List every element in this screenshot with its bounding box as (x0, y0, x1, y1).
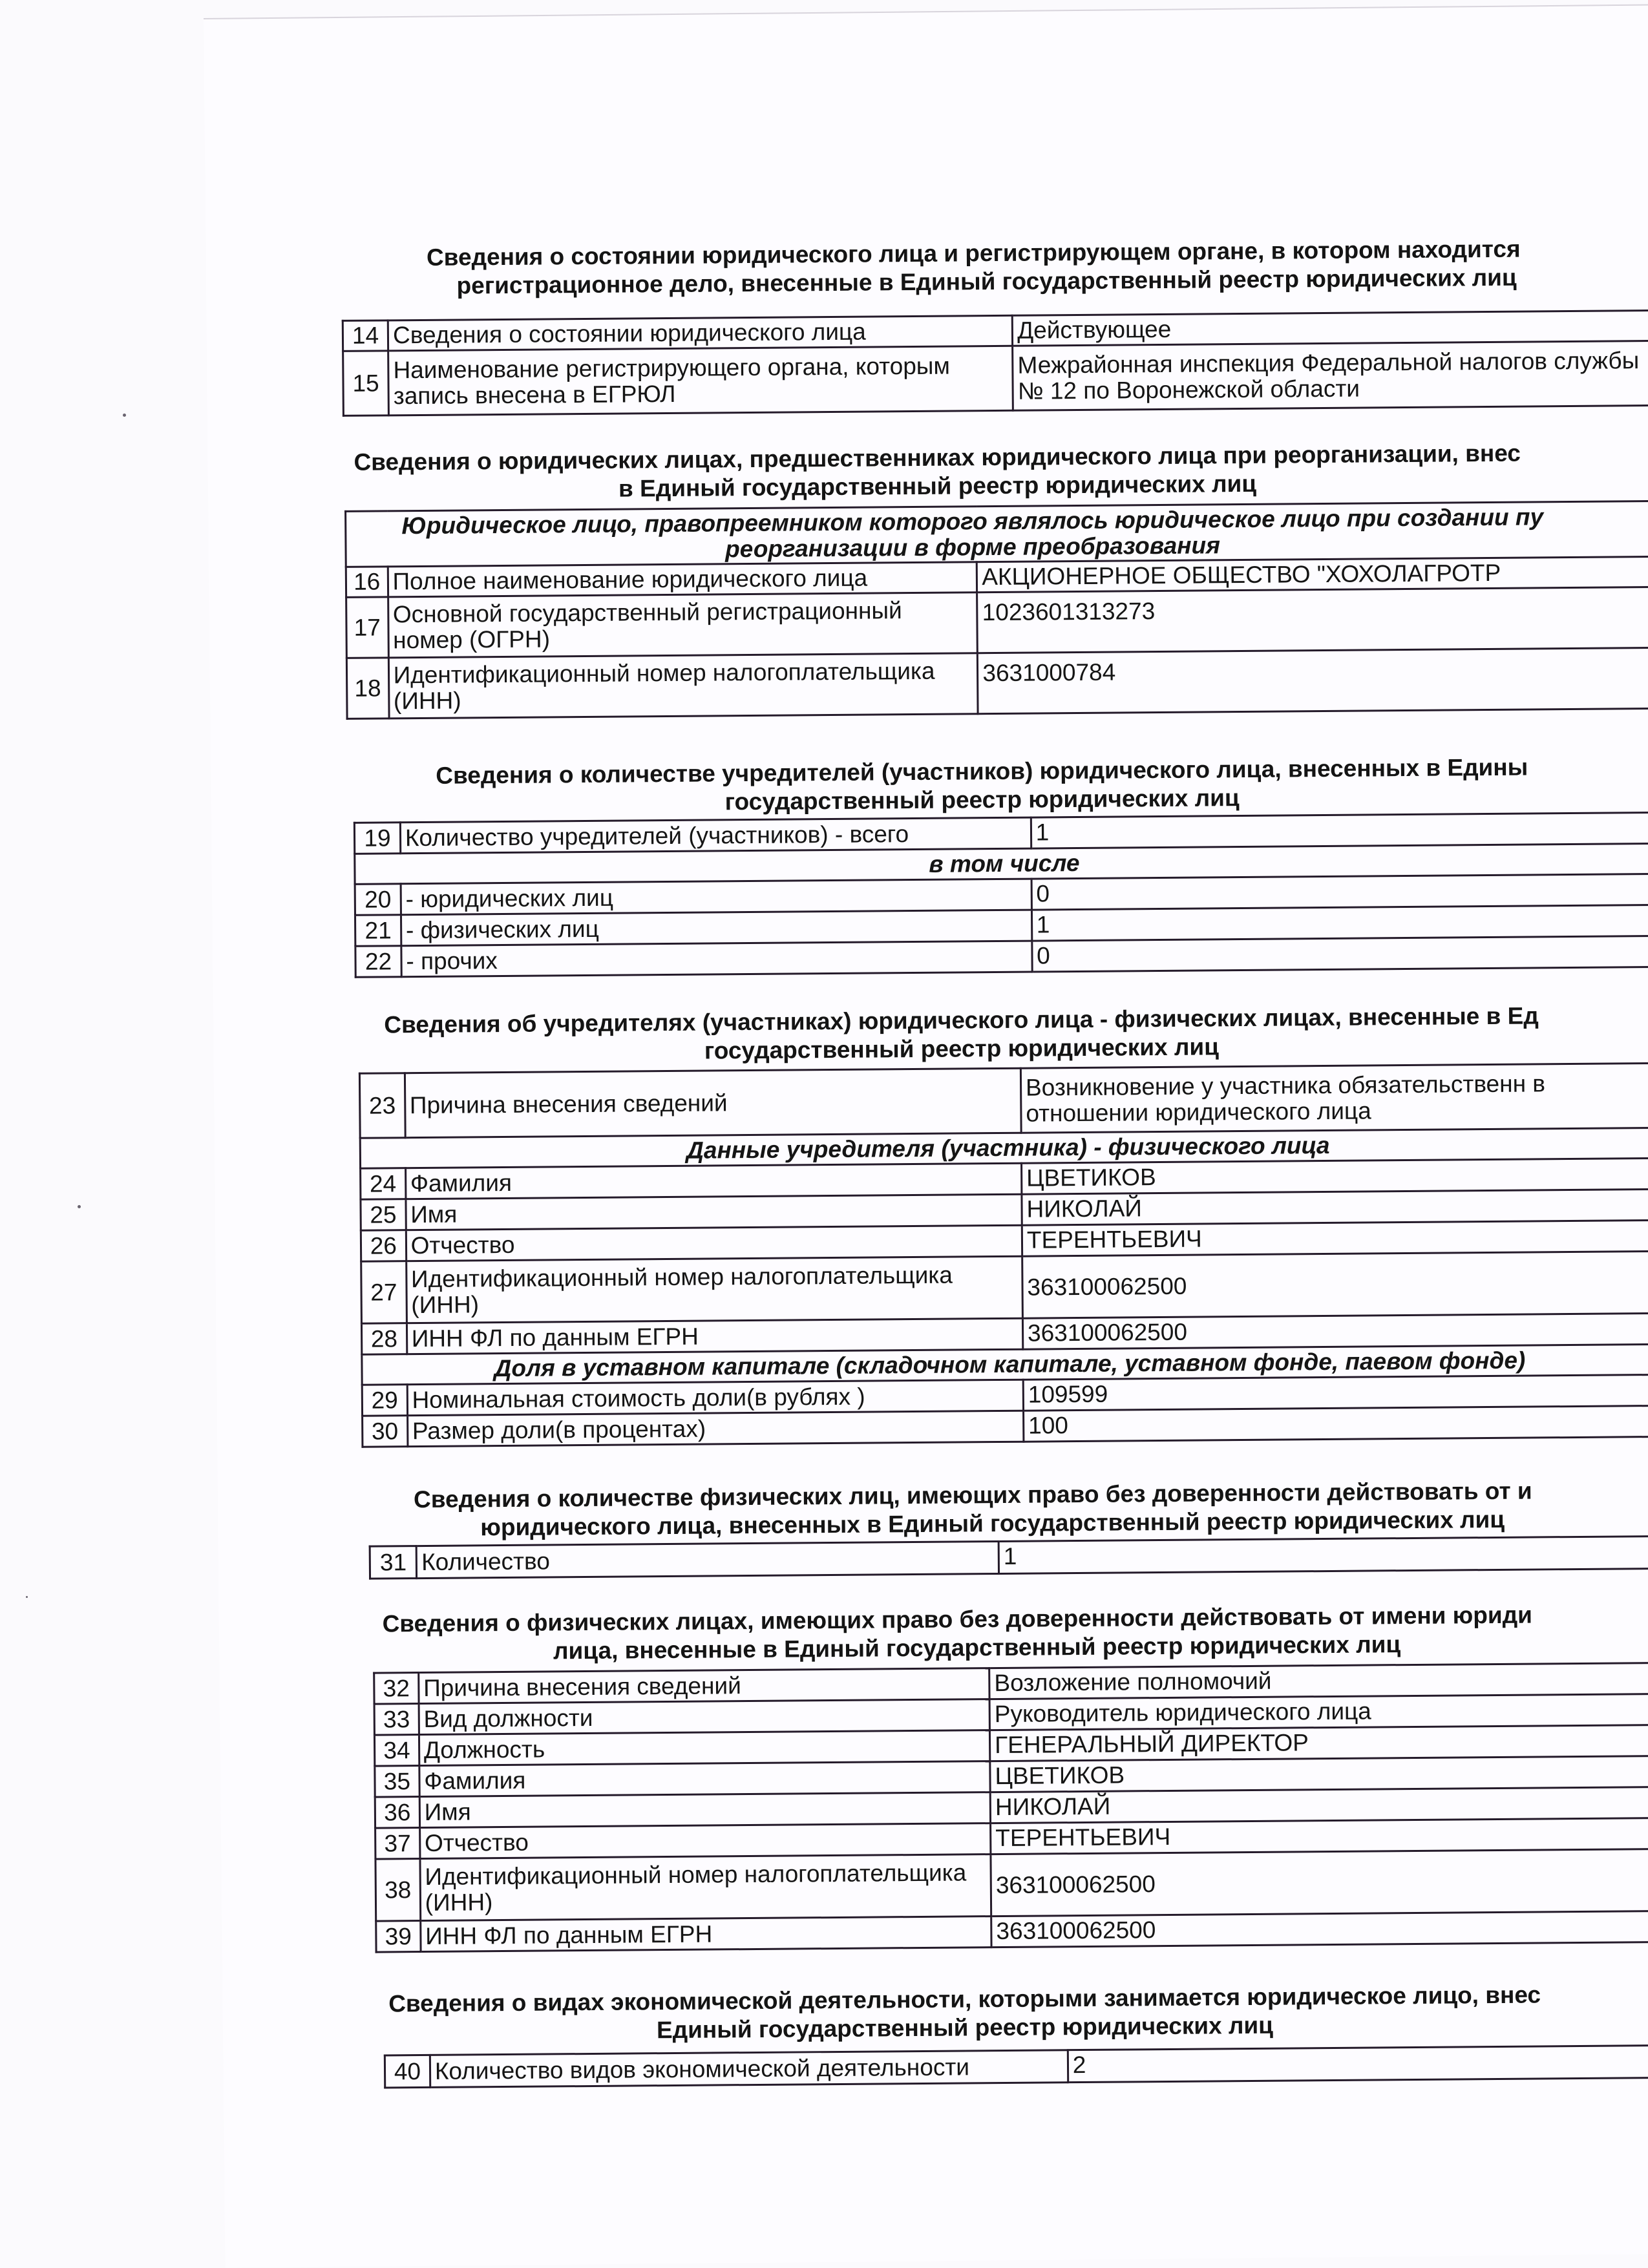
table-subheader: в том числе (355, 844, 1648, 885)
row-label: Количество (416, 1542, 998, 1579)
row-label: Сведения о состоянии юридического лица (388, 315, 1012, 351)
table-row (346, 587, 1648, 658)
row-value: 1 (1031, 905, 1648, 941)
row-number: 34 (374, 1735, 419, 1767)
table-authorized-persons (373, 1662, 1648, 1953)
row-value: 0 (1031, 936, 1648, 972)
row-label: Отчество (419, 1823, 991, 1859)
row-label: Номинальная стоимость доли(в рублях ) (407, 1380, 1024, 1415)
row-value: 363100062500 (1022, 1314, 1648, 1350)
row-label: ИНН ФЛ по данным ЕГРН (420, 1916, 991, 1952)
scan-speck (123, 414, 126, 417)
table-authorized-count (369, 1535, 1648, 1580)
table-row (359, 1064, 1648, 1139)
section-title-line: Единый государственный реестр юридических лиц (656, 2011, 1274, 2044)
table-status (342, 310, 1648, 417)
row-number: 20 (355, 884, 401, 916)
row-label: Идентификационный номер налогоплательщика (ИНН) (420, 1854, 991, 1921)
row-value: 1 (1031, 813, 1648, 849)
row-label: - юридических лиц (401, 879, 1031, 915)
row-number: 30 (363, 1416, 408, 1447)
row-value: 1023601313273 (977, 587, 1648, 653)
table-predecessors (344, 500, 1648, 720)
row-number: 18 (346, 658, 388, 719)
row-number: 24 (361, 1168, 406, 1200)
section-title-line: Сведения об учредителях (участниках) юридического лица - физических лицах, внесенные в Ед (384, 1002, 1539, 1038)
section-title-line: Сведения о количестве физических лиц, имеющих право без доверенности действовать от и (413, 1477, 1532, 1513)
row-number: 26 (361, 1230, 406, 1262)
row-number: 16 (346, 567, 388, 598)
row-label: ИНН ФЛ по данным ЕГРН (407, 1318, 1023, 1354)
table-subheader: Доля в уставном капитале (складочном капитале, уставном фонде, паевом фонде) (362, 1345, 1648, 1385)
row-label: Основной государственный регистрационный номер (ОГРН) (388, 593, 978, 658)
row-number: 25 (361, 1199, 406, 1231)
table-subheader-row (346, 501, 1648, 567)
row-label: Должность (419, 1730, 990, 1766)
row-number: 39 (376, 1921, 421, 1953)
row-label: Причина внесения сведений (418, 1668, 989, 1704)
row-value: 1 (998, 1536, 1648, 1573)
row-number: 40 (385, 2055, 430, 2088)
section-title-line: Сведения о видах экономической деятельности, которыми занимается юридическое лицо, внес (388, 1981, 1541, 2017)
table-row (361, 1252, 1648, 1324)
row-number: 28 (361, 1323, 407, 1355)
row-value: ТЕРЕНТЬЕВИЧ (1022, 1221, 1648, 1257)
table-row (343, 341, 1648, 416)
row-number: 38 (375, 1859, 420, 1922)
row-label: Причина внесения сведений (405, 1068, 1021, 1137)
row-number: 32 (374, 1673, 419, 1705)
row-value: Возникновение у участника обязательственн в отношении юридического лица (1020, 1064, 1648, 1133)
row-value: Возложение полномочий (989, 1663, 1648, 1699)
row-label: Вид должности (419, 1699, 990, 1735)
row-number: 36 (375, 1797, 419, 1829)
section-title-authorized-count (414, 1477, 1532, 1543)
row-value: ГЕНЕРАЛЬНЫЙ ДИРЕКТОР (989, 1725, 1648, 1761)
section-title-status (427, 235, 1521, 300)
table-economic-activities (384, 2044, 1648, 2089)
row-label: Отчество (406, 1225, 1022, 1261)
row-label: Наименование регистрирующего органа, которым запись внесена в ЕГРЮЛ (388, 346, 1013, 415)
section-title-line: государственный реестр юридических лиц (724, 784, 1240, 815)
row-label: - физических лиц (401, 910, 1031, 946)
row-value: 363100062500 (1022, 1252, 1648, 1319)
row-number: 19 (354, 823, 400, 854)
row-number: 17 (346, 597, 388, 658)
scan-speck (26, 1596, 28, 1598)
row-label: Размер доли(в процентах) (407, 1411, 1024, 1446)
row-value: НИКОЛАЙ (1022, 1190, 1648, 1226)
section-title-line: Сведения о юридических лицах, предшественниках юридического лица при реорганизации, внес (354, 439, 1521, 476)
row-number: 23 (359, 1073, 405, 1139)
row-value: 100 (1023, 1406, 1648, 1442)
table-row (370, 1536, 1648, 1579)
row-value: Действующее (1012, 311, 1648, 346)
row-value: ТЕРЕНТЬЕВИЧ (991, 1818, 1648, 1854)
section-title-line: в Единый государственный реестр юридических лиц (618, 470, 1257, 502)
section-title-founders-individuals (384, 1002, 1539, 1067)
table-founders-count (354, 812, 1648, 978)
row-value: Межрайонная инспекция Федеральной налогов службы № 12 по Воронежской области (1013, 341, 1648, 411)
row-number: 21 (355, 915, 401, 947)
row-number: 29 (362, 1385, 407, 1416)
table-subheader: Юридическое лицо, правопреемником которого являлось юридическое лицо при создании пу реорганизации в форме преобразования (346, 501, 1648, 567)
row-label: Имя (419, 1792, 991, 1828)
table-subheader: Данные учредителя (участника) - физического лица (360, 1128, 1648, 1169)
row-number: 22 (355, 946, 401, 978)
row-number: 31 (370, 1546, 417, 1579)
row-number: 37 (375, 1828, 420, 1860)
row-value: ЦВЕТИКОВ (1021, 1159, 1648, 1195)
section-title-line: юридического лица, внесенных в Единый государственный реестр юридических лиц (480, 1506, 1505, 1541)
row-label: - прочих (401, 941, 1032, 977)
row-value: 2 (1068, 2045, 1648, 2082)
row-value: АКЦИОНЕРНОЕ ОБЩЕСТВО "ХОХОЛАГРОТР (977, 557, 1648, 593)
row-number: 33 (374, 1704, 419, 1736)
row-label: Полное наименование юридического лица (388, 562, 977, 597)
row-value: 363100062500 (991, 1849, 1648, 1916)
section-title-line: лица, внесенные в Единый государственный реестр юридических лиц (553, 1631, 1401, 1664)
section-title-line: государственный реестр юридических лиц (704, 1033, 1220, 1064)
section-title-founders-count (436, 753, 1528, 819)
row-number: 14 (343, 320, 388, 352)
section-title-line: Сведения о состоянии юридического лица и регистрирующем органе, в котором находится (426, 235, 1521, 271)
row-number: 27 (361, 1261, 407, 1324)
row-value: НИКОЛАЙ (990, 1787, 1648, 1823)
table-row (375, 1849, 1648, 1921)
row-value: 363100062500 (991, 1911, 1648, 1947)
table-row (385, 2045, 1648, 2088)
row-value: 0 (1031, 874, 1648, 910)
row-value: 3631000784 (978, 648, 1648, 714)
section-title-line: Сведения о физических лицах, имеющих право без доверенности действовать от имени юриди (382, 1601, 1533, 1637)
row-number: 35 (375, 1766, 419, 1798)
row-label: Идентификационный номер налогоплательщика (ИНН) (388, 653, 978, 719)
row-label: Идентификационный номер налогоплательщика (ИНН) (406, 1256, 1022, 1323)
section-title-line: регистрационное дело, внесенные в Единый государственный реестр юридических лиц (456, 264, 1517, 299)
row-label: Фамилия (405, 1163, 1022, 1199)
section-title-line: Сведения о количестве учредителей (участников) юридического лица, внесенных в Едины (436, 753, 1528, 789)
row-value: Руководитель юридического лица (989, 1694, 1648, 1730)
row-label: Количество учредителей (участников) - всего (400, 817, 1031, 854)
row-value: 109599 (1023, 1375, 1648, 1411)
section-title-predecessors (354, 439, 1521, 505)
row-label: Количество видов экономической деятельности (430, 2050, 1068, 2088)
section-title-economic-activities (388, 1980, 1541, 2046)
row-label: Имя (406, 1194, 1022, 1230)
row-number: 15 (343, 351, 389, 416)
scan-speck (78, 1205, 81, 1208)
section-title-authorized-persons (382, 1601, 1532, 1667)
row-value: ЦВЕТИКОВ (990, 1756, 1648, 1792)
table-row (346, 648, 1648, 719)
row-label: Фамилия (419, 1761, 991, 1797)
table-founders-individuals (359, 1062, 1648, 1448)
